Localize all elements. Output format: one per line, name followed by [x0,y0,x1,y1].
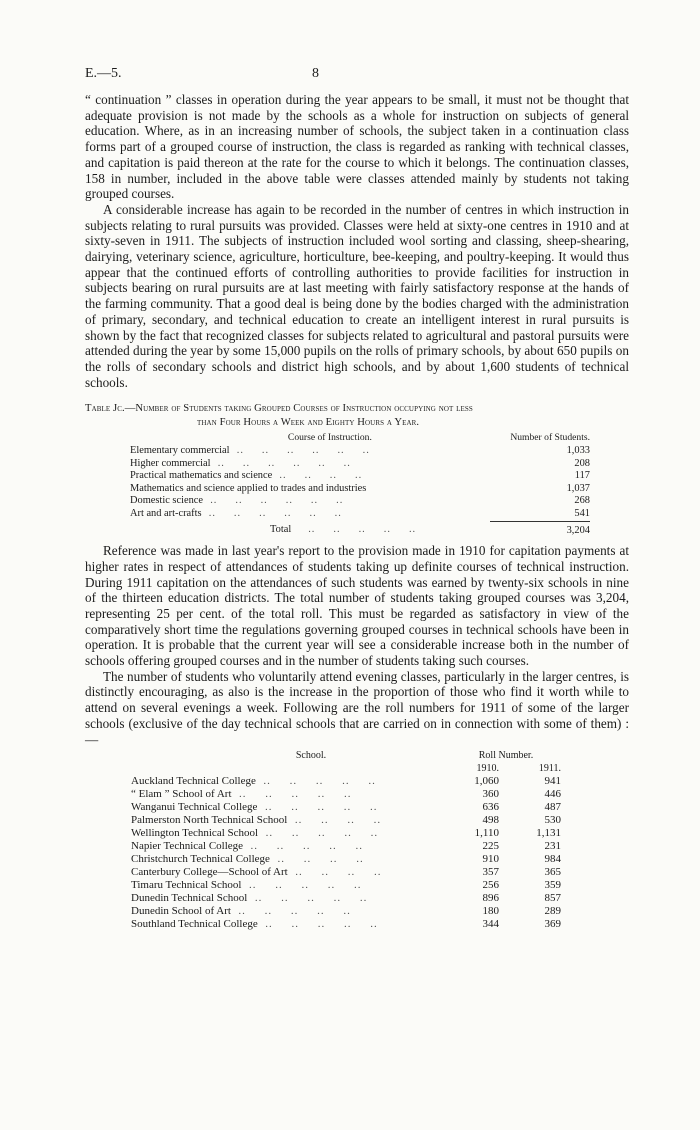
roll-1911: 231 [544,840,561,853]
school-name: Dunedin Technical School [131,892,248,905]
table-jc-row [130,495,590,508]
roll-1910: 360 [482,788,499,801]
table-jc-total-value: 3,204 [490,521,590,537]
student-count: 208 [574,457,590,469]
roll-1910: 180 [482,905,499,918]
roll-1911: 941 [544,775,561,788]
roll-1910: 225 [482,840,499,853]
dot-leader: .. .. .. .. .. .. [201,508,342,520]
dot-leader: .. .. .. .. [287,866,382,879]
course-name: Higher commercial [130,457,211,469]
dot-leader: .. .. .. .. .. [257,801,378,814]
roll-1911: 365 [544,866,561,879]
dot-leader: .. .. .. .. [272,470,363,482]
dot-leader: .. .. .. .. .. [257,918,378,931]
school-name: Auckland Technical College [131,775,256,788]
roll-1911: 359 [544,879,561,892]
table-schools-header-row-1 [131,749,561,762]
table-schools-row [131,905,561,918]
table-jc [130,432,590,537]
paragraph-grouped-courses: Reference was made in last year's report to the provision made in 1910 for capitation payments at higher rates in respect of attendances of students taking up definite courses of technical instruction. During 1911 capitation on the attendances of such students was earned by twenty-six schools in nine of the thirteen education districts. The total number of students taking grouped courses was 3,204, representing 25 per cent. of the total roll. This must be regarded as satisfactory in view of the comparatively short time the regulations governing grouped courses in technical schools have been in operation. It is probable that the current year will see a considerable increase both in the number of schools offering grouped courses and in the number of students taking such courses. [85,543,629,669]
table-schools-col-roll: Roll Number. [478,750,534,762]
table-schools-row [131,801,561,814]
student-count: 117 [574,470,590,482]
student-count: 1,037 [566,482,590,494]
table-jc-total-label: Total [270,524,292,536]
school-name: Wellington Technical School [131,827,259,840]
roll-1910: 636 [482,801,499,814]
paragraph-evening-classes: The number of students who voluntarily attend evening classes, particularly in the larger centres, is distinctly encouraging, as also is the increase in the proportion of those who find it worth while to attend on several evenings a week. Following are the roll numbers for 1911 of some of the larger schools (exclusive of the day technical schools that are carried on in connection with some of them) :— [85,668,629,747]
course-name: Art and art-crafts [130,508,202,520]
table-jc-rows [130,445,590,521]
roll-1911: 369 [544,918,561,931]
table-schools-row [131,879,561,892]
table-schools-rows [131,775,561,931]
school-name: Napier Technical College [131,840,244,853]
roll-1910: 896 [482,892,499,905]
paragraph-rural-pursuits: A considerable increase has again to be recorded in the number of centres in which instruction in subjects relating to rural pursuits was provided. Classes were held at sixty-one centres in 1910 and at sixty-seven in 1911. The subjects of instruction included wool sorting and classing, sheep-shearing, dairying, veterinary science, agriculture, horticulture, bee-keeping, and poultry-keeping. It would thus appear that the continued efforts of controlling authorities to provide facilities for instruction in subjects bearing on rural pursuits are at last meeting with fairly satisfactory response at the hands of the farming community. That a good deal is being done by the bodies charged with the administration of primary, secondary, and technical education to create an intelligent interest in rural pursuits is shown by the fact that recognized classes for subjects related to agricultural and pastoral pursuits were attended during the year by some 15,000 pupils on the rolls of primary schools, by about 650 pupils on the rolls of secondary schools and district high schools, and by about 1,600 students of technical schools. [85,201,629,390]
roll-1910: 498 [482,814,499,827]
dot-leader: .. .. .. .. .. [231,788,352,801]
table-schools-row [131,892,561,905]
dot-leader: .. .. .. .. .. [241,879,362,892]
document-body [85,92,629,931]
table-schools-row [131,866,561,879]
table-jc-row [130,470,590,483]
roll-1910: 344 [482,918,499,931]
table-jc-row [130,508,590,521]
course-name: Practical mathematics and science [130,470,273,482]
dot-leader: .. .. .. .. [269,853,364,866]
course-name: Elementary commercial [130,444,230,456]
roll-1911: 857 [544,892,561,905]
table-jc-title-line2: than Four Hours a Week and Eighty Hours a Year. [197,417,420,429]
table-jc-row [130,445,590,458]
dot-leader: .. .. .. .. .. .. [229,444,370,456]
table-schools-row [131,840,561,853]
dot-leader: .. .. .. .. .. [243,840,364,853]
dot-leader: .. .. .. .. [287,814,382,827]
school-name: “ Elam ” School of Art [131,788,232,801]
table-schools-row [131,827,561,840]
student-count: 1,033 [566,444,590,456]
table-schools-col-1910: 1910. [476,763,499,775]
table-schools-row [131,788,561,801]
course-name: Domestic science [130,495,203,507]
page-number: 8 [312,66,319,81]
table-schools-row [131,775,561,788]
school-name: Canterbury College—School of Art [131,866,288,879]
table-jc-total-row [130,521,590,537]
document-reference: E.—5. [85,66,122,81]
table-schools-row [131,918,561,931]
roll-1911: 487 [544,801,561,814]
dot-leader: .. .. .. .. .. .. [210,457,351,469]
dot-leader: .. .. .. .. .. [247,892,368,905]
table-schools-row [131,853,561,866]
school-name: Christchurch Technical College [131,853,270,866]
school-name: Palmerston North Technical School [131,814,288,827]
school-name: Dunedin School of Art [131,905,231,918]
table-jc-col-students: Number of Students. [510,432,590,444]
roll-1910: 256 [482,879,499,892]
dot-leader: .. .. .. .. .. [255,775,376,788]
table-jc-row [130,483,590,496]
table-jc-col-course: Course of Instruction. [287,432,372,444]
course-name: Mathematics and science applied to trades and industries [130,482,367,494]
table-jc-total-leader: .. .. .. .. .. [293,524,417,536]
school-name: Wanganui Technical College [131,801,258,814]
roll-1911: 446 [544,788,561,801]
table-schools-col-1911: 1911. [538,763,561,775]
roll-1910: 910 [482,853,499,866]
table-jc-title [85,402,629,430]
table-jc-header-row [130,432,590,445]
table-jc-title-line1: Table Jc.—Number of Students taking Grouped Courses of Instruction occupying not less [85,403,473,415]
table-school-rolls [131,749,561,931]
roll-1911: 530 [544,814,561,827]
roll-1911: 1,131 [536,827,561,840]
student-count: 541 [574,507,590,519]
roll-1911: 984 [544,853,561,866]
roll-1910: 1,110 [474,827,499,840]
school-name: Southland Technical College [131,918,258,931]
dot-leader: .. .. .. .. .. [258,827,379,840]
school-name: Timaru Technical School [131,879,242,892]
roll-1911: 289 [544,905,561,918]
dot-leader: .. .. .. .. .. [230,905,351,918]
student-count: 268 [574,495,590,507]
paragraph-continuation-classes: “ continuation ” classes in operation during the year appears to be small, it must not be thought that adequate provision is not made by the schools as a whole for instruction on subjects of general education. Where, as in an increasing number of schools, the subject taken in a continuation class forms part of a grouped course of instruction, the class is regarded as ranking with technical classes, and capitation is paid thereon at the rate for the course to which it belongs. The continuation classes, 158 in number, included in the above table were classes attended mainly by students not taking grouped courses. [85,92,629,202]
dot-leader: .. .. .. .. .. .. [203,495,344,507]
table-schools-col-school: School. [295,750,327,762]
table-jc-row [130,458,590,471]
table-schools-row [131,814,561,827]
roll-1910: 1,060 [474,775,499,788]
roll-1910: 357 [482,866,499,879]
